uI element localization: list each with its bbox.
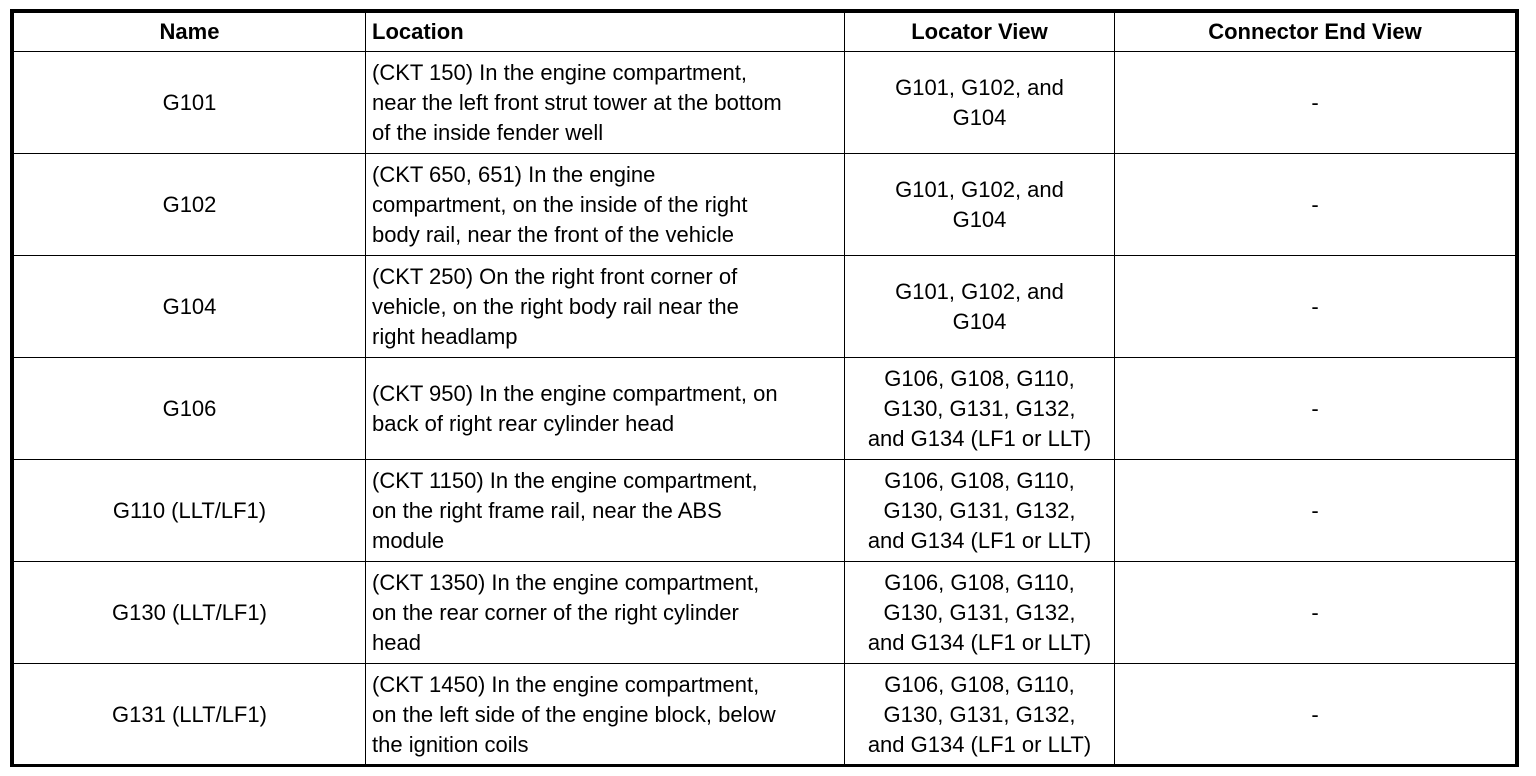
cell-locator-view: G106, G108, G110, G130, G131, G132, and G134 (LF1 or LLT)	[845, 460, 1115, 562]
cell-location: (CKT 650, 651) In the engine compartment, on the inside of the right body rail, near the front of the vehicle	[366, 154, 845, 256]
ground-locations-table-frame	[10, 9, 1519, 767]
cell-location: (CKT 1450) In the engine compartment, on the left side of the engine block, below the ignition coils	[366, 664, 845, 766]
cell-locator-view: G106, G108, G110, G130, G131, G132, and G134 (LF1 or LLT)	[845, 562, 1115, 664]
header-name: Name	[14, 13, 366, 52]
cell-locator-view: G106, G108, G110, G130, G131, G132, and G134 (LF1 or LLT)	[845, 664, 1115, 766]
table-row	[14, 256, 1516, 358]
cell-locator-view: G106, G108, G110, G130, G131, G132, and G134 (LF1 or LLT)	[845, 358, 1115, 460]
cell-connector-end-view: -	[1115, 154, 1516, 256]
cell-locator-view: G101, G102, and G104	[845, 154, 1115, 256]
cell-name: G104	[14, 256, 366, 358]
table-row	[14, 358, 1516, 460]
cell-location: (CKT 950) In the engine compartment, on back of right rear cylinder head	[366, 358, 845, 460]
cell-name: G101	[14, 52, 366, 154]
cell-location: (CKT 150) In the engine compartment, near the left front strut tower at the bottom of the inside fender well	[366, 52, 845, 154]
cell-connector-end-view: -	[1115, 460, 1516, 562]
cell-connector-end-view: -	[1115, 52, 1516, 154]
table-row	[14, 664, 1516, 766]
table-row	[14, 154, 1516, 256]
cell-name: G110 (LLT/LF1)	[14, 460, 366, 562]
header-connector-end-view: Connector End View	[1115, 13, 1516, 52]
table-header-row	[14, 13, 1516, 52]
cell-name: G106	[14, 358, 366, 460]
cell-locator-view: G101, G102, and G104	[845, 52, 1115, 154]
table-row	[14, 460, 1516, 562]
cell-location: (CKT 250) On the right front corner of vehicle, on the right body rail near the right headlamp	[366, 256, 845, 358]
cell-name: G131 (LLT/LF1)	[14, 664, 366, 766]
cell-connector-end-view: -	[1115, 256, 1516, 358]
table-row	[14, 562, 1516, 664]
cell-connector-end-view: -	[1115, 358, 1516, 460]
cell-connector-end-view: -	[1115, 562, 1516, 664]
cell-locator-view: G101, G102, and G104	[845, 256, 1115, 358]
cell-location: (CKT 1350) In the engine compartment, on the rear corner of the right cylinder head	[366, 562, 845, 664]
cell-name: G102	[14, 154, 366, 256]
cell-connector-end-view: -	[1115, 664, 1516, 766]
header-location: Location	[366, 13, 845, 52]
cell-location: (CKT 1150) In the engine compartment, on the right frame rail, near the ABS module	[366, 460, 845, 562]
table-row	[14, 52, 1516, 154]
cell-name: G130 (LLT/LF1)	[14, 562, 366, 664]
ground-locations-table	[13, 12, 1516, 766]
header-locator-view: Locator View	[845, 13, 1115, 52]
